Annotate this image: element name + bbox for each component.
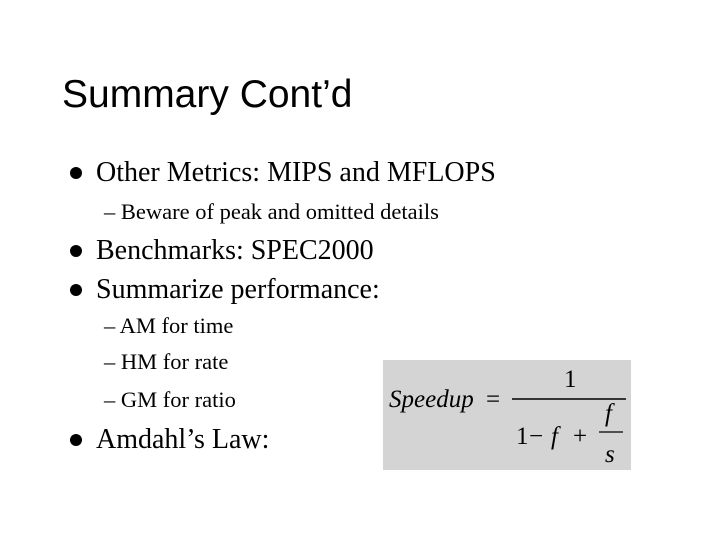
formula-one: 1: [516, 423, 529, 450]
formula-s-denominator: s: [605, 441, 615, 468]
formula-numerator: 1: [564, 366, 577, 393]
formula-minus: −: [529, 423, 544, 450]
bullet-icon: [70, 167, 82, 179]
bullet-icon: [70, 245, 82, 257]
bullet-benchmarks: Benchmarks: SPEC2000: [96, 235, 374, 266]
formula-lhs: Speedup: [389, 386, 474, 413]
sub-bullet-gm: – GM for ratio: [104, 387, 236, 412]
sub-bullet-hm: – HM for rate: [104, 349, 229, 374]
bullet-summarize: Summarize performance:: [96, 274, 380, 305]
sub-bullet-am: – AM for time: [104, 313, 234, 338]
formula-plus: +: [573, 423, 588, 450]
formula-f-numerator: f: [605, 400, 612, 427]
sub-bullet-beware: – Beware of peak and omitted details: [104, 199, 439, 224]
bullet-amdahl: Amdahl’s Law:: [96, 424, 270, 455]
formula-equals: =: [486, 386, 501, 413]
speedup-formula: [383, 360, 631, 470]
bullet-icon: [70, 284, 82, 296]
bullet-icon: [70, 434, 82, 446]
bullet-other-metrics: Other Metrics: MIPS and MFLOPS: [96, 157, 496, 188]
formula-f: f: [551, 423, 558, 450]
slide-title: Summary Cont’d: [62, 73, 353, 116]
